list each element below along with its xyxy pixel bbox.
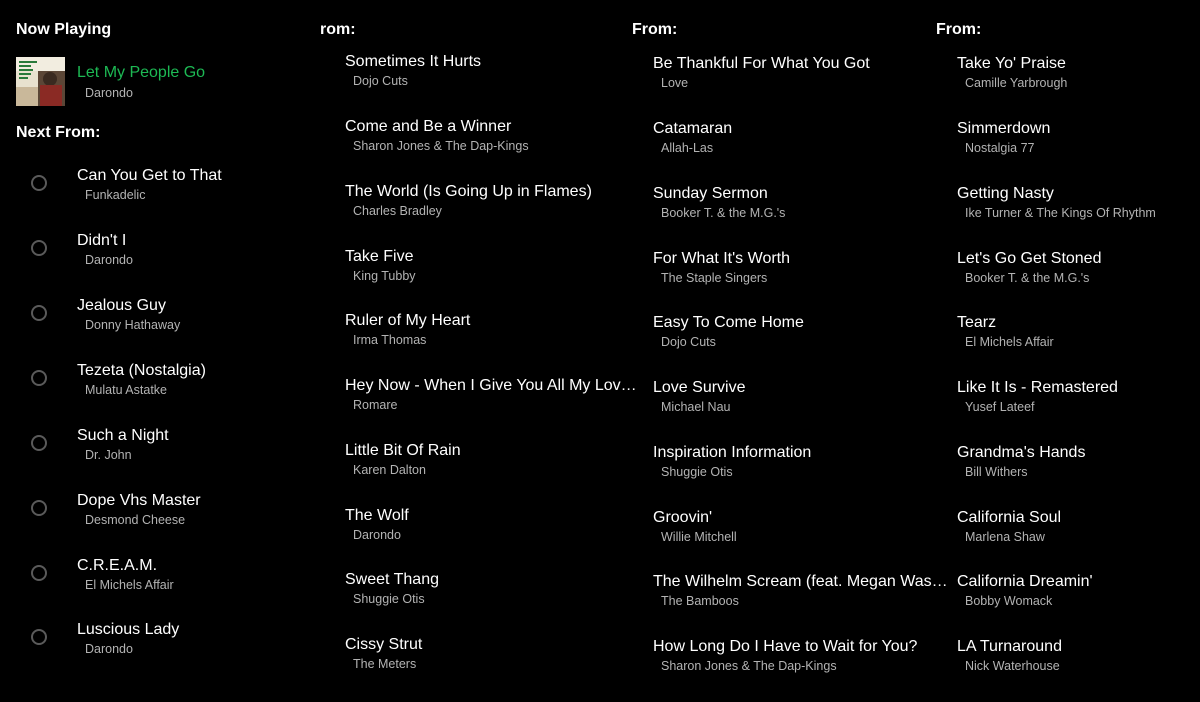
track-title[interactable]: Jealous Guy xyxy=(77,297,166,314)
queue-track[interactable] xyxy=(0,621,330,685)
queue-track[interactable] xyxy=(0,557,330,621)
track-title[interactable]: Inspiration Information xyxy=(653,444,812,461)
queue-track[interactable] xyxy=(0,492,330,556)
track-title[interactable]: Ruler of My Heart xyxy=(345,312,471,329)
track-artist[interactable]: Shuggie Otis xyxy=(661,465,733,479)
select-track-radio[interactable] xyxy=(31,370,47,386)
track-artist[interactable]: Shuggie Otis xyxy=(353,592,425,606)
track-artist[interactable]: Willie Mitchell xyxy=(661,530,737,544)
track-title[interactable]: Little Bit Of Rain xyxy=(345,442,461,459)
track-artist[interactable]: Irma Thomas xyxy=(353,333,427,347)
track-title[interactable]: Luscious Lady xyxy=(77,621,180,638)
track-artist[interactable]: Ike Turner & The Kings Of Rhythm xyxy=(965,206,1156,220)
track-title[interactable]: The Wilhelm Scream (feat. Megan Was… xyxy=(653,573,948,590)
queue-track[interactable] xyxy=(0,362,330,426)
track-title[interactable]: Let's Go Get Stoned xyxy=(957,250,1102,267)
track-title[interactable]: Sometimes It Hurts xyxy=(345,53,482,70)
select-track-radio[interactable] xyxy=(31,175,47,191)
track-title[interactable]: Sweet Thang xyxy=(345,571,439,588)
queue-track[interactable] xyxy=(630,185,935,249)
queue-track[interactable] xyxy=(630,314,935,378)
queue-track[interactable] xyxy=(630,120,935,184)
queue-track[interactable] xyxy=(330,507,630,571)
queue-track[interactable] xyxy=(935,379,1200,443)
queue-track[interactable] xyxy=(630,379,935,443)
select-track-radio[interactable] xyxy=(31,305,47,321)
track-artist[interactable]: Allah-Las xyxy=(661,141,714,155)
next-from-header: rom: xyxy=(320,21,356,38)
track-artist[interactable]: Charles Bradley xyxy=(353,204,442,218)
queue-track[interactable] xyxy=(630,444,935,508)
select-track-radio[interactable] xyxy=(31,240,47,256)
queue-track[interactable] xyxy=(630,638,935,702)
track-artist[interactable]: Sharon Jones & The Dap-Kings xyxy=(353,139,529,153)
track-artist[interactable]: Nostalgia 77 xyxy=(965,141,1035,155)
queue-track[interactable] xyxy=(935,250,1200,314)
track-title[interactable]: Groovin' xyxy=(653,509,713,526)
track-artist[interactable]: El Michels Affair xyxy=(965,335,1054,349)
track-artist[interactable]: Bobby Womack xyxy=(965,594,1053,608)
track-artist[interactable]: King Tubby xyxy=(353,269,416,283)
queue-track[interactable] xyxy=(935,509,1200,573)
track-title[interactable]: California Dreamin' xyxy=(957,573,1093,590)
track-title[interactable]: The World (Is Going Up in Flames) xyxy=(345,183,592,200)
select-track-radio[interactable] xyxy=(31,500,47,516)
track-title[interactable]: Hey Now - When I Give You All My Lov… xyxy=(345,377,637,394)
now-playing-title[interactable]: Let My People Go xyxy=(77,64,206,81)
track-artist[interactable]: Desmond Cheese xyxy=(85,513,186,527)
next-from-header: From: xyxy=(936,21,982,38)
queue-track[interactable] xyxy=(0,167,330,231)
queue-track[interactable] xyxy=(630,250,935,314)
queue-column-4 xyxy=(935,0,1200,676)
queue-track[interactable] xyxy=(330,636,630,700)
track-title[interactable]: Such a Night xyxy=(77,427,169,444)
queue-track[interactable] xyxy=(935,638,1200,702)
track-title[interactable]: The Wolf xyxy=(345,507,409,524)
next-from-header: From: xyxy=(632,21,678,38)
track-title[interactable]: Cissy Strut xyxy=(345,636,423,653)
track-title[interactable]: Grandma's Hands xyxy=(957,444,1086,461)
track-title[interactable]: Like It Is - Remastered xyxy=(957,379,1118,396)
queue-column-2 xyxy=(320,0,637,676)
track-title[interactable]: Dope Vhs Master xyxy=(77,492,201,509)
now-playing-header: Now Playing xyxy=(16,21,112,38)
queue-track[interactable] xyxy=(935,444,1200,508)
track-artist[interactable]: Darondo xyxy=(85,253,133,267)
queue-track[interactable] xyxy=(630,55,935,119)
track-artist[interactable]: Darondo xyxy=(85,642,133,656)
track-title[interactable]: Be Thankful For What You Got xyxy=(653,55,870,72)
track-title[interactable]: Catamaran xyxy=(653,120,733,137)
track-artist[interactable]: Michael Nau xyxy=(661,400,731,414)
track-title[interactable]: Come and Be a Winner xyxy=(345,118,512,135)
queue-track[interactable] xyxy=(330,118,630,182)
track-artist[interactable]: Yusef Lateef xyxy=(965,400,1035,414)
track-artist[interactable]: The Bamboos xyxy=(661,594,739,608)
track-artist[interactable]: Romare xyxy=(353,398,398,412)
queue-track[interactable] xyxy=(0,232,330,296)
track-artist[interactable]: Dojo Cuts xyxy=(661,335,716,349)
track-title[interactable]: California Soul xyxy=(957,509,1062,526)
queue-track[interactable] xyxy=(330,183,630,247)
queue-track[interactable] xyxy=(330,571,630,635)
track-title[interactable]: Take Five xyxy=(345,248,414,265)
now-playing-artist[interactable]: Darondo xyxy=(85,86,133,100)
queue-track[interactable] xyxy=(935,55,1200,119)
queue-column-main xyxy=(0,0,330,676)
track-artist[interactable]: Nick Waterhouse xyxy=(965,659,1060,673)
track-artist[interactable]: Love xyxy=(661,76,689,90)
queue-track[interactable] xyxy=(935,185,1200,249)
track-title[interactable]: C.R.E.A.M. xyxy=(77,557,158,574)
track-title[interactable]: Sunday Sermon xyxy=(653,185,768,202)
queue-track[interactable] xyxy=(935,573,1200,637)
queue-track[interactable] xyxy=(330,53,630,117)
now-playing-album-art[interactable] xyxy=(16,57,65,106)
track-artist[interactable]: Dojo Cuts xyxy=(353,74,408,88)
queue-track[interactable] xyxy=(0,297,330,361)
select-track-radio[interactable] xyxy=(31,435,47,451)
track-artist[interactable]: Sharon Jones & The Dap-Kings xyxy=(661,659,837,673)
track-artist[interactable]: Darondo xyxy=(353,528,401,542)
track-artist[interactable]: El Michels Affair xyxy=(85,578,174,592)
track-artist[interactable]: The Meters xyxy=(353,657,417,671)
track-artist[interactable]: Booker T. & the M.G.'s xyxy=(965,271,1090,285)
track-title[interactable]: Easy To Come Home xyxy=(653,314,804,331)
track-title[interactable]: Love Survive xyxy=(653,379,746,396)
track-title[interactable]: Getting Nasty xyxy=(957,185,1054,202)
track-artist[interactable]: Camille Yarbrough xyxy=(965,76,1068,90)
queue-track[interactable] xyxy=(935,120,1200,184)
track-title[interactable]: Tearz xyxy=(957,314,997,331)
queue-track[interactable] xyxy=(330,312,630,376)
track-title[interactable]: Simmerdown xyxy=(957,120,1051,137)
track-artist[interactable]: Donny Hathaway xyxy=(85,318,181,332)
track-artist[interactable]: Funkadelic xyxy=(85,188,146,202)
select-track-radio[interactable] xyxy=(31,565,47,581)
select-track-radio[interactable] xyxy=(31,629,47,645)
track-title[interactable]: Can You Get to That xyxy=(77,167,222,184)
queue-track[interactable] xyxy=(330,248,630,312)
track-artist[interactable]: Bill Withers xyxy=(965,465,1028,479)
track-artist[interactable]: Mulatu Astatke xyxy=(85,383,167,397)
track-artist[interactable]: Dr. John xyxy=(85,448,132,462)
queue-track[interactable] xyxy=(330,442,630,506)
track-title[interactable]: How Long Do I Have to Wait for You? xyxy=(653,638,918,655)
queue-track[interactable] xyxy=(0,427,330,491)
album-art-image xyxy=(16,57,65,106)
queue-column-3 xyxy=(630,0,948,676)
queue-track[interactable] xyxy=(330,377,637,441)
track-title[interactable]: Tezeta (Nostalgia) xyxy=(77,362,206,379)
track-artist[interactable]: Karen Dalton xyxy=(353,463,426,477)
queue-track[interactable] xyxy=(630,509,935,573)
queue-track[interactable] xyxy=(935,314,1200,378)
next-from-header: Next From: xyxy=(16,124,101,141)
track-title[interactable]: LA Turnaround xyxy=(957,638,1062,655)
track-artist[interactable]: Marlena Shaw xyxy=(965,530,1045,544)
track-title[interactable]: For What It's Worth xyxy=(653,250,791,267)
track-artist[interactable]: The Staple Singers xyxy=(661,271,768,285)
track-title[interactable]: Take Yo' Praise xyxy=(957,55,1066,72)
track-title[interactable]: Didn't I xyxy=(77,232,127,249)
track-artist[interactable]: Booker T. & the M.G.'s xyxy=(661,206,786,220)
queue-track[interactable] xyxy=(630,573,948,637)
